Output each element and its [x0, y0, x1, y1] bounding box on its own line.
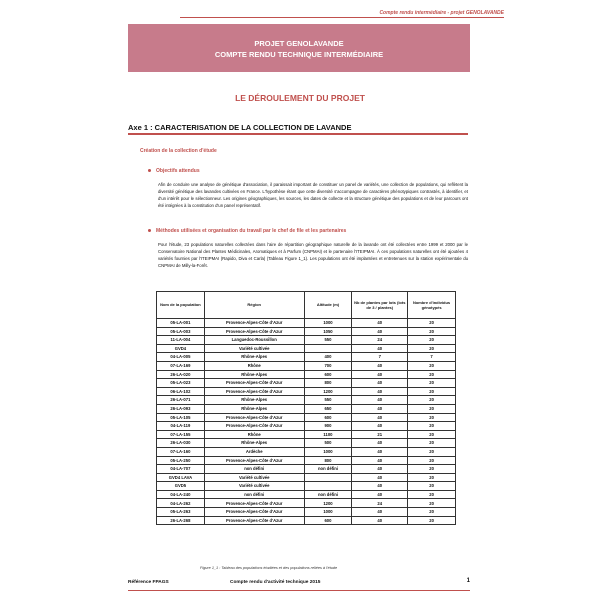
table-row	[157, 422, 456, 431]
table-cell: Rhône-Alpes	[204, 404, 304, 413]
table-cell: 20	[408, 499, 456, 508]
table-cell: 1000	[304, 447, 352, 456]
table-cell: 24	[352, 499, 408, 508]
table-row	[157, 379, 456, 388]
table-cell: 600	[304, 413, 352, 422]
table-cell: 700	[304, 361, 352, 370]
table-row	[157, 499, 456, 508]
table-caption: Figure 1_1 : Tableau des populations étudiées et des populations reliées à l'étude	[200, 566, 338, 570]
footer-rule	[128, 590, 470, 591]
table-cell: 7	[408, 353, 456, 362]
axe-title: Axe 1 : CARACTERISATION DE LA COLLECTION DE LAVANDE	[128, 123, 352, 132]
table-cell: 600	[304, 370, 352, 379]
table-cell: Ardèche	[204, 447, 304, 456]
table-cell: 20	[408, 379, 456, 388]
table-cell: 20	[408, 473, 456, 482]
table-row	[157, 396, 456, 405]
table-cell: 800	[304, 379, 352, 388]
table-cell: 40	[352, 439, 408, 448]
table-cell: 40	[352, 447, 408, 456]
table-cell: 1200	[304, 499, 352, 508]
table-cell: Provence-Alpes-Côte d'Azur	[204, 508, 304, 517]
table-cell: 05-LA-001	[157, 319, 205, 328]
table-cell: 7	[352, 353, 408, 362]
table-cell: 24	[352, 336, 408, 345]
table-cell: 20	[408, 447, 456, 456]
table-cell: Rhône	[204, 361, 304, 370]
title-band	[128, 24, 470, 72]
table-cell: Provence-Alpes-Côte d'Azur	[204, 422, 304, 431]
table-cell: Rhône-Alpes	[204, 396, 304, 405]
running-head: Compte rendu intermédiaire - projet GENOLAVANDE	[379, 10, 504, 16]
table-row	[157, 327, 456, 336]
table-cell: 600	[304, 516, 352, 525]
table-cell: 40	[352, 490, 408, 499]
table-cell: 1050	[304, 327, 352, 336]
table-cell: Provence-Alpes-Côte d'Azur	[204, 387, 304, 396]
table-cell: Variété cultivée	[204, 473, 304, 482]
title-line-2: COMPTE RENDU TECHNIQUE INTERMÉDIAIRE	[214, 50, 384, 59]
axe-rule	[128, 133, 468, 135]
table-cell: 20	[408, 396, 456, 405]
table-row	[157, 413, 456, 422]
table-cell: 800	[304, 456, 352, 465]
table-cell	[304, 344, 352, 353]
table-cell: GVD4 LAVA	[157, 473, 205, 482]
title-line-1: PROJET GENOLAVANDE	[254, 39, 344, 48]
table-row	[157, 344, 456, 353]
table-cell: Provence-Alpes-Côte d'Azur	[204, 456, 304, 465]
table-cell: 1200	[304, 387, 352, 396]
table-cell: 20	[408, 344, 456, 353]
table-cell: non défini	[304, 465, 352, 474]
table-cell: non défini	[304, 490, 352, 499]
table-cell: 1100	[304, 430, 352, 439]
table-cell: Provence-Alpes-Côte d'Azur	[204, 319, 304, 328]
table-cell: 20	[408, 336, 456, 345]
table-cell: 04-LA-005	[157, 353, 205, 362]
table-cell: 20	[408, 430, 456, 439]
table-cell: 07-LA-155	[157, 430, 205, 439]
subheading: Création de la collection d'étude	[140, 148, 217, 154]
table-cell: 05-LA-003	[157, 327, 205, 336]
table-cell: 26-LA-020	[157, 370, 205, 379]
table-cell: Rhône-Alpes	[204, 353, 304, 362]
paragraph-methods: Pour l'étude, 23 populations naturelles collectées dans l'aire de répartition géographique naturelle de la lavande ont été collectées entre 1999 et 2000 par le Conservatoire National des Plantes Médicinales, Aromatiques et à Parfum (CNPMAI) et le partenaire l'ITEIPMAI. À ces populations naturelles ont été ajoutées 4 variétés fournies par l'ITEIPMAI (Rapido, Diva et Carla) (Tableau Figure 1_1). Les populations ont été implantées et entretenues sur la station expérimentale du CNPMAI de Milly-la-Forêt.	[158, 242, 468, 268]
table-cell: 20	[408, 456, 456, 465]
table-cell: 650	[304, 404, 352, 413]
table-cell: 550	[304, 396, 352, 405]
table-cell: 20	[408, 319, 456, 328]
table-row	[157, 353, 456, 362]
bullet-dot-icon	[148, 229, 151, 232]
table-cell: GVD5	[157, 482, 205, 491]
table-cell: 40	[352, 379, 408, 388]
table-cell: Provence-Alpes-Côte d'Azur	[204, 413, 304, 422]
table-row	[157, 387, 456, 396]
table-cell: Variété cultivée	[204, 482, 304, 491]
table-cell: 40	[352, 327, 408, 336]
footer-reference: Référence FPAGS	[128, 580, 169, 585]
table-cell: 20	[408, 482, 456, 491]
table-cell: 40	[352, 482, 408, 491]
table-cell: 20	[408, 413, 456, 422]
table-cell: non défini	[204, 490, 304, 499]
table-cell: 05-LA-105	[157, 413, 205, 422]
running-head-rule	[180, 17, 504, 18]
header-plants: Nb de plantes par lots (lots de 3 / plantes)	[352, 292, 408, 319]
table-cell: 1000	[304, 319, 352, 328]
table-cell: Provence-Alpes-Côte d'Azur	[204, 379, 304, 388]
table-cell: 05-LA-023	[157, 379, 205, 388]
table-row	[157, 361, 456, 370]
table-cell: Languedoc-Roussillon	[204, 336, 304, 345]
table-cell: 11-LA-004	[157, 336, 205, 345]
header-genotyped: Nombre d'individus génotypés	[408, 292, 456, 319]
table-cell: 40	[352, 396, 408, 405]
table-cell: 04-LA-119	[157, 422, 205, 431]
table-row	[157, 482, 456, 491]
table-cell: 20	[408, 387, 456, 396]
table-cell: 40	[352, 413, 408, 422]
table-cell: 40	[352, 387, 408, 396]
table-cell: GVD4	[157, 344, 205, 353]
footer-title: Compte rendu d'activité technique 2015	[230, 580, 321, 585]
table-cell: 1000	[304, 508, 352, 517]
table-cell: 40	[352, 361, 408, 370]
table-row	[157, 404, 456, 413]
table-cell: 07-LA-160	[157, 447, 205, 456]
table-cell: 20	[408, 465, 456, 474]
table-row	[157, 456, 456, 465]
table-cell: 40	[352, 344, 408, 353]
header-region: Région	[204, 292, 304, 319]
table-row	[157, 447, 456, 456]
table-cell: 40	[352, 422, 408, 431]
section-title: LE DÉROULEMENT DU PROJET	[235, 93, 365, 103]
table-cell: Rhône	[204, 430, 304, 439]
table-cell: Provence-Alpes-Côte d'Azur	[204, 516, 304, 525]
table-header-row	[157, 292, 456, 319]
table-cell: 05-LA-263	[157, 508, 205, 517]
header-altitude: Altitude (m)	[304, 292, 352, 319]
table-cell: 20	[408, 508, 456, 517]
table-cell	[304, 482, 352, 491]
table-cell: Provence-Alpes-Côte d'Azur	[204, 327, 304, 336]
table-row	[157, 430, 456, 439]
table-row	[157, 439, 456, 448]
table-cell: 40	[352, 465, 408, 474]
table-cell: non défini	[204, 465, 304, 474]
table-row	[157, 336, 456, 345]
table-cell: Variété cultivée	[204, 344, 304, 353]
page-number: 1	[466, 578, 470, 584]
populations-table	[156, 291, 456, 525]
table-row	[157, 473, 456, 482]
table-cell: Provence-Alpes-Côte d'Azur	[204, 499, 304, 508]
table-cell: 40	[352, 473, 408, 482]
table-cell: 04-LA-240	[157, 490, 205, 499]
table-cell: Rhône-Alpes	[204, 439, 304, 448]
table-cell: 400	[304, 353, 352, 362]
table-cell: 20	[408, 370, 456, 379]
table-cell: 40	[352, 404, 408, 413]
table-row	[157, 516, 456, 525]
table-cell: 26-LA-093	[157, 404, 205, 413]
table-row	[157, 370, 456, 379]
table-cell: 40	[352, 319, 408, 328]
table-cell: 40	[352, 508, 408, 517]
table-cell: 20	[408, 422, 456, 431]
table-cell: 40	[352, 456, 408, 465]
table-cell: 500	[304, 439, 352, 448]
table-row	[157, 508, 456, 517]
table-cell: 20	[408, 361, 456, 370]
header-population: Nom de la population	[157, 292, 205, 319]
table-cell: 20	[408, 439, 456, 448]
table-cell: 40	[352, 370, 408, 379]
table-row	[157, 465, 456, 474]
table-cell: 21	[352, 430, 408, 439]
bullet-heading-methods: Méthodes utilisées et organisation du travail par le chef de file et les partenaires	[148, 228, 346, 234]
table-cell: 26-LA-268	[157, 516, 205, 525]
table-cell: 04-LA-262	[157, 499, 205, 508]
bullet-heading-objectives: Objectifs attendus	[148, 168, 200, 174]
table-cell: 26-LA-030	[157, 439, 205, 448]
table-cell: 26-LA-071	[157, 396, 205, 405]
table-cell: 900	[304, 422, 352, 431]
table-cell	[304, 473, 352, 482]
table-cell: 07-LA-169	[157, 361, 205, 370]
table-cell: 20	[408, 327, 456, 336]
bullet-dot-icon	[148, 169, 151, 172]
table-cell: 40	[352, 516, 408, 525]
table-cell: 550	[304, 336, 352, 345]
table-cell: 04-LA-707	[157, 465, 205, 474]
table-row	[157, 319, 456, 328]
table-row	[157, 490, 456, 499]
table-cell: 20	[408, 516, 456, 525]
table-cell: Rhône-Alpes	[204, 370, 304, 379]
table-cell: 20	[408, 404, 456, 413]
table-cell: 06-LA-102	[157, 387, 205, 396]
paragraph-objectives: Afin de conduire une analyse de génétique d'association, il paraissait important de constituer un panel de variétés, une collection de populations, qui reflètent la diversité génétique des lavandes cultivées en France. L'hypothèse étant que cette diversité s'accompagne de caractères phénotypiques contrastés, à identifier, et d'un intérêt pour le sélectionneur. Les origines géographiques, les sources, les dates de collecte et la structure génétique des populations et de leur parcours ont été intégrées à la constitution d'un panel représentatif.	[158, 182, 468, 208]
table-cell: 05-LA-250	[157, 456, 205, 465]
table-cell: 20	[408, 490, 456, 499]
